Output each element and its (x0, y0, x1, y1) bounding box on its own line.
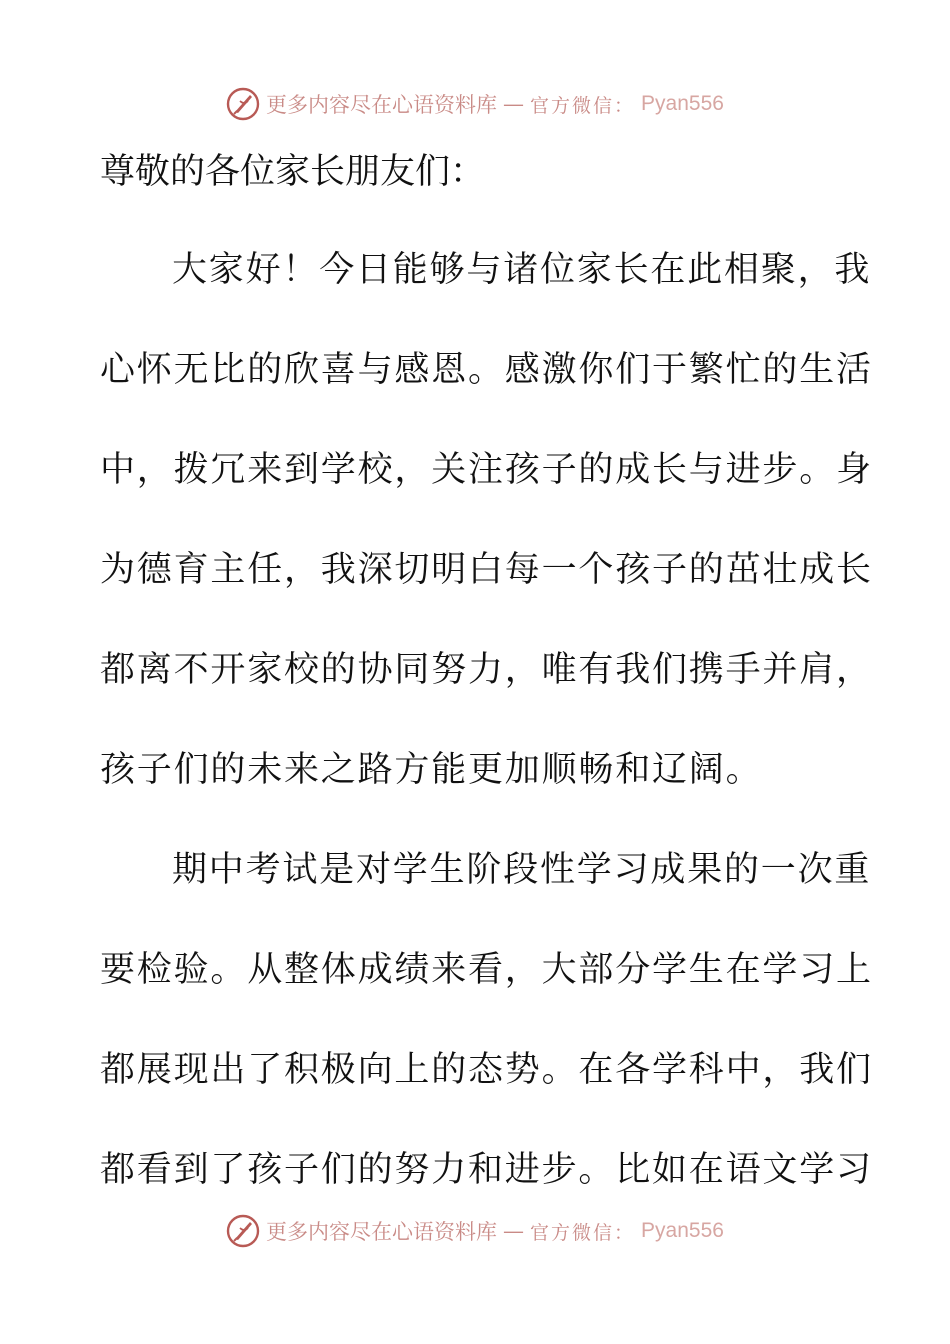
paragraph-line: 期中考试是对学生阶段性学习成果的一次重 (172, 850, 872, 890)
paragraph-line: 大家好！今日能够与诸位家长在此相聚，我 (172, 250, 872, 290)
footer-watermark (0, 1211, 950, 1251)
watermark-wechat-id: Pyan556 (641, 92, 724, 115)
paragraph-line: 中，拨冗来到学校，关注孩子的成长与进步。身 (100, 450, 873, 490)
watermark-dash: — (503, 1219, 525, 1243)
watermark-official-label: 官方微信： (530, 1221, 636, 1244)
quill-logo-icon (226, 87, 260, 121)
paragraph-line: 都看到了孩子们的努力和进步。比如在语文学习 (100, 1150, 873, 1190)
paragraph-line: 都展现出了积极向上的态势。在各学科中，我们 (100, 1050, 873, 1090)
watermark-official-label: 官方微信： (530, 94, 636, 117)
greeting-line: 尊敬的各位家长朋友们： (100, 152, 486, 192)
paragraph-line: 为德育主任，我深切明白每一个孩子的茁壮成长 (100, 550, 873, 590)
watermark-dash: — (503, 92, 525, 116)
paragraph-line: 要检验。从整体成绩来看，大部分学生在学习上 (100, 950, 873, 990)
watermark-title: 更多内容尽在心语资料库 (266, 1220, 498, 1244)
watermark-wechat-id: Pyan556 (641, 1219, 724, 1242)
paragraph-line: 都离不开家校的协同努力，唯有我们携手并肩， (100, 650, 873, 690)
watermark-title: 更多内容尽在心语资料库 (266, 93, 498, 117)
document-body (100, 140, 873, 1238)
paragraph-line: 心怀无比的欣喜与感恩。感激你们于繁忙的生活 (100, 350, 873, 390)
quill-logo-icon (226, 1214, 260, 1248)
header-watermark (0, 84, 950, 124)
paragraph-line: 孩子们的未来之路方能更加顺畅和辽阔。 (100, 750, 763, 790)
